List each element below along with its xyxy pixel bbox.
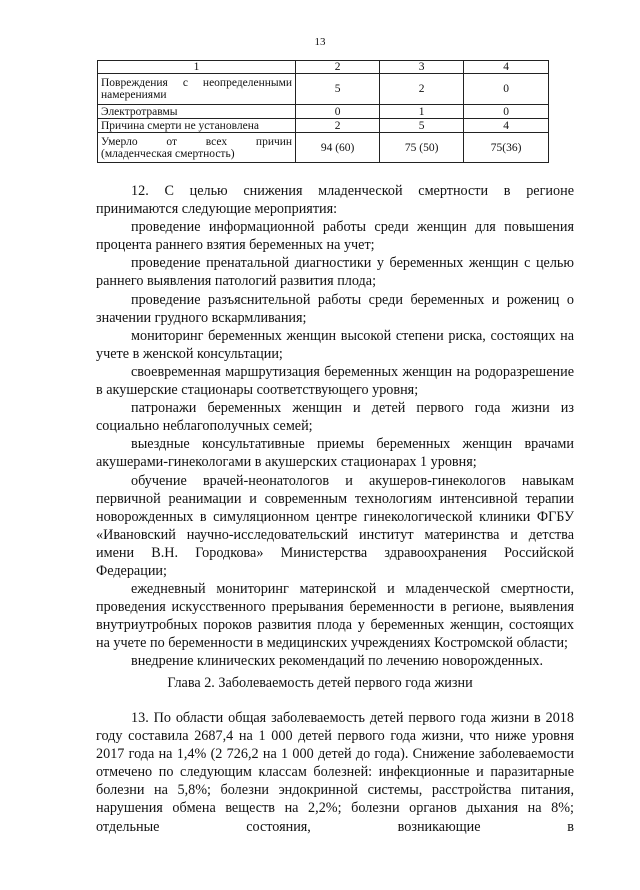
chapter-body bbox=[96, 709, 574, 836]
measure-item: ежедневный мониторинг материнской и младенческой смертности, проведения искусственного прерывания беременности в регионе, выявления внутриутробных пороков развития плода у беременных женщин, состоящих на учете по беременности в медицинских учреждениях Костромской области; bbox=[96, 581, 574, 652]
chapter-heading: Глава 2. Заболеваемость детей первого года жизни bbox=[167, 675, 473, 691]
page-number: 13 bbox=[314, 36, 326, 48]
measure-item: выездные консультативные приемы беременных женщин врачами акушерами-гинекологами в акушерских стационарах 1 уровня; bbox=[96, 436, 574, 471]
measures-intro: 12. С целью снижения младенческой смертности в регионе принимаются следующие мероприятия: bbox=[96, 183, 574, 218]
table-header-cell: 3 bbox=[380, 61, 464, 74]
table-cell: 5 bbox=[296, 74, 380, 105]
table-cell: 94 (60) bbox=[296, 133, 380, 163]
measure-item: патронажи беременных женщин и детей первого года жизни из социально неблагополучных семей; bbox=[96, 400, 574, 435]
table-row bbox=[98, 119, 549, 133]
table-cell: 75(36) bbox=[464, 133, 549, 163]
chapter-paragraph: 13. По области общая заболеваемость детей первого года жизни в 2018 году составила 2687,4 на 1 000 детей первого года жизни, что ниже уровня 2017 года на 1,4% (2 726,2 на 1 000 детей до года). Снижение заболеваемости отмечено по следующим классам болезней: инфекционные и паразитарные болезни на 5,8%; болезни эндокринной системы, расстройства питания, нарушения обмена веществ на 2,2%; болезни органов дыхания на 8%; отдельные состояния, возникающие в bbox=[96, 710, 574, 835]
table-row bbox=[98, 133, 549, 163]
table-row-label: Повреждения с неопределенными намерениями bbox=[98, 74, 296, 105]
table-row-label bbox=[98, 133, 296, 163]
table-cell: 5 bbox=[380, 119, 464, 133]
measure-item: внедрение клинических рекомендаций по лечению новорожденных. bbox=[131, 653, 544, 670]
table-cell: 2 bbox=[296, 119, 380, 133]
table-cell: 0 bbox=[464, 74, 549, 105]
measure-item: обучение врачей-неонатологов и акушеров-гинекологов навыкам первичной реанимации и современным технологиям интенсивной терапии новорожденных в симуляционном центре гинекологической клиники ФГБУ «Ивановский научно-исследовательский институт материнства и детства имени В.Н. Городкова» Министерства здравоохранения Российской Федерации; bbox=[96, 472, 574, 579]
measure-item: проведение разъяснительной работы среди беременных и рожениц о значении грудного вскармливания; bbox=[96, 291, 574, 326]
measure-item: своевременная маршрутизация беременных женщин на родоразрешение в акушерские стационары соответствующего уровня; bbox=[96, 363, 574, 399]
table-cell: 1 bbox=[380, 105, 464, 119]
measure-item: проведение информационной работы среди женщин для повышения процента раннего взятия беременных на учет; bbox=[96, 219, 574, 254]
mortality-causes-table bbox=[97, 60, 549, 163]
table-cell: 75 (50) bbox=[380, 133, 464, 163]
measure-item: мониторинг беременных женщин высокой степени риска, состоящих на учете в женской консультации; bbox=[96, 327, 574, 362]
table-header-cell: 1 bbox=[98, 61, 296, 74]
table-cell: 2 bbox=[380, 74, 464, 105]
table-row-label-line: Умерло от всех причин bbox=[101, 135, 293, 148]
table-row-label-line: (младенческая смертность) bbox=[101, 147, 235, 160]
table-row bbox=[98, 74, 549, 105]
table-cell: 0 bbox=[296, 105, 380, 119]
table-row-label: Причина смерти не установлена bbox=[98, 119, 296, 133]
table-row bbox=[98, 105, 549, 119]
table-cell: 0 bbox=[464, 105, 549, 119]
table-header-cell: 4 bbox=[464, 61, 549, 74]
table-cell: 4 bbox=[464, 119, 549, 133]
table-header-cell: 2 bbox=[296, 61, 380, 74]
measure-item: проведение пренатальной диагностики у беременных женщин с целью раннего выявления патологий развития плода; bbox=[96, 255, 574, 290]
table-row-label: Электротравмы bbox=[98, 105, 296, 119]
table-header-row bbox=[98, 61, 549, 74]
measures-section bbox=[96, 182, 574, 671]
